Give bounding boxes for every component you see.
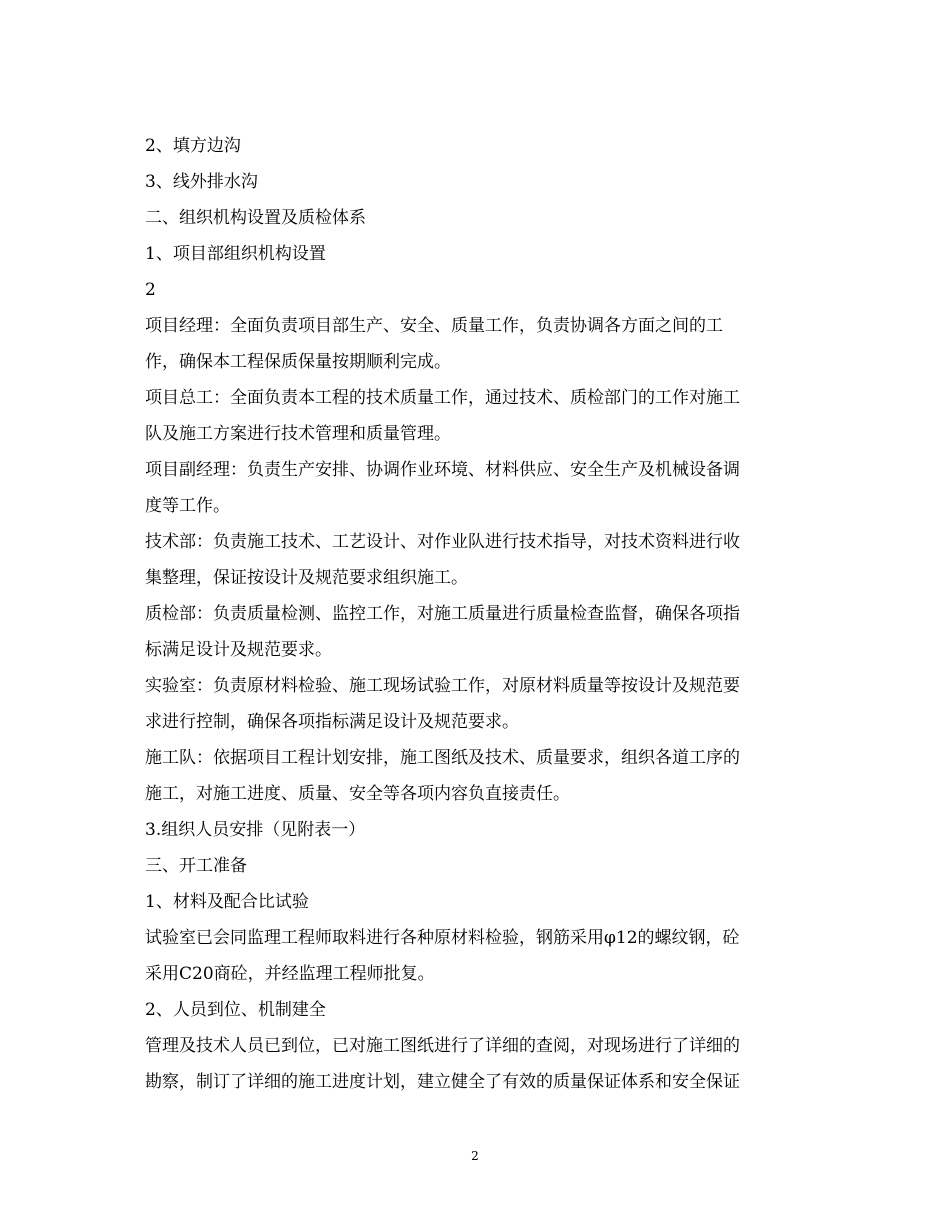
text-line: 项目经理：全面负责项目部生产、安全、质量工作，负责协调各方面之间的工 xyxy=(145,316,723,336)
text-line: 1、项目部组织机构设置 xyxy=(145,244,326,264)
body-text xyxy=(145,128,810,1100)
section-heading: 三、开工准备 xyxy=(145,856,247,876)
text-line: 求进行控制，确保各项指标满足设计及规范要求。 xyxy=(145,712,519,732)
text-line: 集整理，保证按设计及规范要求组织施工。 xyxy=(145,568,468,588)
text-line: 作，确保本工程保质保量按期顺利完成。 xyxy=(145,352,451,372)
text-line: 1、材料及配合比试验 xyxy=(145,892,309,912)
text-line: 采用C20商砼，并经监理工程师批复。 xyxy=(145,964,435,984)
text-line: 实验室：负责原材料检验、施工现场试验工作，对原材料质量等按设计及规范要 xyxy=(145,676,740,696)
text-line: 管理及技术人员已到位，已对施工图纸进行了详细的查阅，对现场进行了详细的 xyxy=(145,1036,740,1056)
text-line: 标满足设计及规范要求。 xyxy=(145,640,332,660)
text-line: 项目总工：全面负责本工程的技术质量工作，通过技术、质检部门的工作对施工 xyxy=(145,388,740,408)
page-number: 2 xyxy=(471,1149,479,1163)
text-line: 度等工作。 xyxy=(145,496,230,516)
text-line: 施工队：依据项目工程计划安排，施工图纸及技术、质量要求，组织各道工序的 xyxy=(145,748,740,768)
text-line: 2、人员到位、机制建全 xyxy=(145,1000,326,1020)
text-line: 3.组织人员安排（见附表一） xyxy=(145,820,366,840)
text-line: 队及施工方案进行技术管理和质量管理。 xyxy=(145,424,451,444)
text-line: 勘察，制订了详细的施工进度计划，建立健全了有效的质量保证体系和安全保证 xyxy=(145,1072,740,1092)
text-line: 试验室已会同监理工程师取料进行各种原材料检验，钢筋采用φ12的螺纹钢，砼 xyxy=(145,928,740,948)
document-body xyxy=(145,128,810,1100)
text-line: 项目副经理：负责生产安排、协调作业环境、材料供应、安全生产及机械设备调 xyxy=(145,460,740,480)
text-line: 技术部：负责施工技术、工艺设计、对作业队进行技术指导，对技术资料进行收 xyxy=(145,532,740,552)
text-line: 施工，对施工进度、质量、安全等各项内容负直接责任。 xyxy=(145,784,570,804)
section-heading: 二、组织机构设置及质检体系 xyxy=(145,208,366,228)
text-line: 2、填方边沟 xyxy=(145,136,241,156)
figure-placeholder-number: 2 xyxy=(145,280,156,300)
text-line: 3、线外排水沟 xyxy=(145,172,258,192)
text-line: 质检部：负责质量检测、监控工作，对施工质量进行质量检查监督，确保各项指 xyxy=(145,604,740,624)
